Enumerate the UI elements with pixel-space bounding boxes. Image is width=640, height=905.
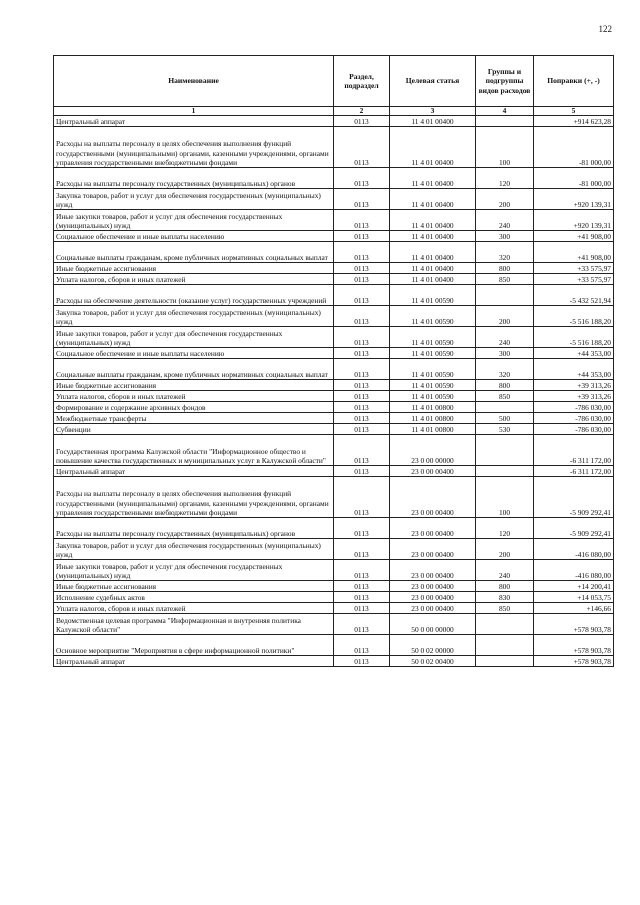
- table-row: [54, 359, 614, 380]
- row-group: 240: [476, 210, 534, 231]
- row-group: 240: [476, 327, 534, 348]
- row-section: 0113: [334, 210, 390, 231]
- row-amount: +44 353,00: [534, 359, 614, 380]
- row-group: 100: [476, 477, 534, 518]
- row-section: 0113: [334, 327, 390, 348]
- row-group: 500: [476, 413, 534, 424]
- row-name: Уплата налогов, сборов и иных платежей: [54, 274, 334, 285]
- row-section: 0113: [334, 518, 390, 539]
- row-group: 850: [476, 274, 534, 285]
- row-group: [476, 656, 534, 667]
- row-amount: -5 432 521,94: [534, 285, 614, 306]
- row-group: 530: [476, 424, 534, 435]
- row-section: 0113: [334, 359, 390, 380]
- row-group: 200: [476, 306, 534, 327]
- row-name: Центральный аппарат: [54, 466, 334, 477]
- row-section: 0113: [334, 285, 390, 306]
- row-group: 120: [476, 518, 534, 539]
- row-name: Закупка товаров, работ и услуг для обеспечения государственных (муниципальных) нужд: [54, 189, 334, 210]
- table-row: [54, 413, 614, 424]
- table-row: [54, 327, 614, 348]
- row-section: 0113: [334, 614, 390, 635]
- table-row: [54, 635, 614, 656]
- row-amount: -416 080,00: [534, 560, 614, 581]
- row-section: 0113: [334, 263, 390, 274]
- column-number: 1: [54, 107, 334, 116]
- row-target: 11 4 01 00590: [390, 348, 476, 359]
- row-name: Формирование и содержание архивных фондов: [54, 402, 334, 413]
- column-number: 2: [334, 107, 390, 116]
- row-group: [476, 402, 534, 413]
- row-group: 850: [476, 391, 534, 402]
- row-name: Иные закупки товаров, работ и услуг для обеспечения государственных (муниципальных) нужд: [54, 560, 334, 581]
- row-section: 0113: [334, 424, 390, 435]
- row-group: [476, 435, 534, 466]
- row-target: 11 4 01 00400: [390, 210, 476, 231]
- row-target: 11 4 01 00400: [390, 274, 476, 285]
- row-section: 0113: [334, 402, 390, 413]
- column-header-target: Целевая статья: [390, 56, 476, 107]
- row-amount: -5 909 292,41: [534, 477, 614, 518]
- row-group: 830: [476, 592, 534, 603]
- row-target: 11 4 01 00590: [390, 380, 476, 391]
- row-section: 0113: [334, 189, 390, 210]
- row-target: 11 4 01 00590: [390, 327, 476, 348]
- row-amount: +33 575,97: [534, 263, 614, 274]
- row-target: 23 0 00 00400: [390, 581, 476, 592]
- row-target: 50 0 00 00000: [390, 614, 476, 635]
- row-section: 0113: [334, 581, 390, 592]
- page-number: 122: [598, 24, 612, 34]
- row-group: 800: [476, 581, 534, 592]
- table-body: [54, 116, 614, 667]
- row-name: Социальное обеспечение и иные выплаты населению: [54, 348, 334, 359]
- table-row: [54, 603, 614, 614]
- row-target: 23 0 00 00000: [390, 435, 476, 466]
- row-section: 0113: [334, 635, 390, 656]
- table-row: [54, 231, 614, 242]
- row-name: Субвенции: [54, 424, 334, 435]
- row-name: Расходы на выплаты персоналу в целях обеспечения выполнения функций государственными (муниципальными) органами, казенными учреждениями, органами управления государственными внебюджетными фондами: [54, 477, 334, 518]
- table-row: [54, 477, 614, 518]
- row-name: Иные закупки товаров, работ и услуг для обеспечения государственных (муниципальных) нужд: [54, 210, 334, 231]
- table-row: [54, 168, 614, 189]
- row-group: [476, 285, 534, 306]
- row-target: 23 0 00 00400: [390, 477, 476, 518]
- table-row: [54, 539, 614, 560]
- row-target: 11 4 01 00400: [390, 263, 476, 274]
- table-row: [54, 402, 614, 413]
- row-amount: -786 030,00: [534, 402, 614, 413]
- row-group: 800: [476, 263, 534, 274]
- table-row: [54, 242, 614, 263]
- table-row: [54, 435, 614, 466]
- row-section: 0113: [334, 539, 390, 560]
- table-row: [54, 518, 614, 539]
- row-section: 0113: [334, 656, 390, 667]
- row-amount: +146,66: [534, 603, 614, 614]
- row-amount: -416 080,00: [534, 539, 614, 560]
- row-amount: -5 909 292,41: [534, 518, 614, 539]
- row-target: 11 4 01 00590: [390, 391, 476, 402]
- row-target: 23 0 00 00400: [390, 466, 476, 477]
- row-target: 11 4 01 00400: [390, 168, 476, 189]
- table-row: [54, 348, 614, 359]
- row-section: 0113: [334, 306, 390, 327]
- row-group: [476, 635, 534, 656]
- row-target: 23 0 00 00400: [390, 539, 476, 560]
- row-name: Иные закупки товаров, работ и услуг для обеспечения государственных (муниципальных) нужд: [54, 327, 334, 348]
- row-amount: +578 903,78: [534, 635, 614, 656]
- row-name: Расходы на обеспечение деятельности (оказание услуг) государственных учреждений: [54, 285, 334, 306]
- row-amount: +44 353,00: [534, 348, 614, 359]
- table-row: [54, 592, 614, 603]
- row-target: 23 0 00 00400: [390, 518, 476, 539]
- row-name: Иные бюджетные ассигнования: [54, 380, 334, 391]
- table-row: [54, 581, 614, 592]
- row-section: 0113: [334, 116, 390, 127]
- row-target: 11 4 01 00800: [390, 424, 476, 435]
- row-name: Расходы на выплаты персоналу государственных (муниципальных) органов: [54, 518, 334, 539]
- column-number: 4: [476, 107, 534, 116]
- row-group: 300: [476, 231, 534, 242]
- row-name: Закупка товаров, работ и услуг для обеспечения государственных (муниципальных) нужд: [54, 539, 334, 560]
- row-target: 11 4 01 00590: [390, 359, 476, 380]
- row-group: 100: [476, 127, 534, 168]
- row-amount: +14 053,75: [534, 592, 614, 603]
- row-amount: +14 200,41: [534, 581, 614, 592]
- row-target: 11 4 01 00400: [390, 231, 476, 242]
- row-name: Иные бюджетные ассигнования: [54, 581, 334, 592]
- row-group: 320: [476, 359, 534, 380]
- row-group: 240: [476, 560, 534, 581]
- row-group: 800: [476, 380, 534, 391]
- table-row: [54, 189, 614, 210]
- column-header-group: Группы и подгруппы видов расходов: [476, 56, 534, 107]
- row-section: 0113: [334, 477, 390, 518]
- row-section: 0113: [334, 391, 390, 402]
- table-row: [54, 380, 614, 391]
- row-section: 0113: [334, 413, 390, 424]
- row-target: 11 4 01 00400: [390, 127, 476, 168]
- row-target: 11 4 01 00800: [390, 402, 476, 413]
- table-row: [54, 116, 614, 127]
- row-section: 0113: [334, 603, 390, 614]
- row-name: Социальные выплаты гражданам, кроме публичных нормативных социальных выплат: [54, 242, 334, 263]
- row-group: [476, 614, 534, 635]
- row-group: 300: [476, 348, 534, 359]
- row-name: Закупка товаров, работ и услуг для обеспечения государственных (муниципальных) нужд: [54, 306, 334, 327]
- row-target: 50 0 02 00000: [390, 635, 476, 656]
- row-group: 200: [476, 539, 534, 560]
- row-section: 0113: [334, 274, 390, 285]
- row-target: 11 4 01 00400: [390, 116, 476, 127]
- row-amount: -6 311 172,00: [534, 435, 614, 466]
- row-name: Уплата налогов, сборов и иных платежей: [54, 603, 334, 614]
- row-section: 0113: [334, 560, 390, 581]
- row-group: [476, 116, 534, 127]
- row-amount: +41 908,00: [534, 231, 614, 242]
- table-row: [54, 391, 614, 402]
- row-name: Социальные выплаты гражданам, кроме публичных нормативных социальных выплат: [54, 359, 334, 380]
- row-name: Уплата налогов, сборов и иных платежей: [54, 391, 334, 402]
- row-section: 0113: [334, 435, 390, 466]
- row-name: Основное мероприятие "Мероприятия в сфере информационной политики": [54, 635, 334, 656]
- row-amount: +578 903,78: [534, 614, 614, 635]
- row-amount: +914 623,28: [534, 116, 614, 127]
- table-row: [54, 263, 614, 274]
- row-amount: -786 030,00: [534, 424, 614, 435]
- row-name: Государственная программа Калужской области "Информационное общество и повышение качества государственных и муниципальных услуг в Калужской области": [54, 435, 334, 466]
- table-row: [54, 656, 614, 667]
- row-name: Центральный аппарат: [54, 116, 334, 127]
- table-header-row: [54, 56, 614, 107]
- row-group: 850: [476, 603, 534, 614]
- row-target: 23 0 00 00400: [390, 560, 476, 581]
- row-section: 0113: [334, 592, 390, 603]
- budget-amendments-table: [53, 55, 614, 667]
- row-section: 0113: [334, 242, 390, 263]
- column-number: 3: [390, 107, 476, 116]
- row-target: 11 4 01 00400: [390, 242, 476, 263]
- row-name: Расходы на выплаты персоналу государственных (муниципальных) органов: [54, 168, 334, 189]
- row-amount: +39 313,26: [534, 380, 614, 391]
- row-amount: +920 139,31: [534, 210, 614, 231]
- row-target: 11 4 01 00590: [390, 306, 476, 327]
- table-row: [54, 560, 614, 581]
- row-target: 11 4 01 00800: [390, 413, 476, 424]
- row-name: Расходы на выплаты персоналу в целях обеспечения выполнения функций государственными (муниципальными) органами, казенными учреждениями, органами управления государственными внебюджетными фондами: [54, 127, 334, 168]
- row-section: 0113: [334, 127, 390, 168]
- row-amount: +41 908,00: [534, 242, 614, 263]
- row-amount: -81 000,00: [534, 168, 614, 189]
- row-target: 23 0 00 00400: [390, 592, 476, 603]
- row-section: 0113: [334, 168, 390, 189]
- row-target: 23 0 00 00400: [390, 603, 476, 614]
- table-row: [54, 274, 614, 285]
- row-name: Ведомственная целевая программа "Информационная и внутренняя политика Калужской области": [54, 614, 334, 635]
- table-row: [54, 424, 614, 435]
- row-group: 200: [476, 189, 534, 210]
- row-amount: +578 903,78: [534, 656, 614, 667]
- row-group: [476, 466, 534, 477]
- column-header-section: Раздел, подраздел: [334, 56, 390, 107]
- row-name: Центральный аппарат: [54, 656, 334, 667]
- row-section: 0113: [334, 380, 390, 391]
- row-name: Исполнение судебных актов: [54, 592, 334, 603]
- table-row: [54, 285, 614, 306]
- table-row: [54, 466, 614, 477]
- row-amount: -5 516 188,20: [534, 327, 614, 348]
- column-header-amendment: Поправки (+, -): [534, 56, 614, 107]
- row-amount: -6 311 172,00: [534, 466, 614, 477]
- row-group: 320: [476, 242, 534, 263]
- row-amount: +39 313,26: [534, 391, 614, 402]
- row-amount: -5 516 188,20: [534, 306, 614, 327]
- row-amount: +920 139,31: [534, 189, 614, 210]
- row-name: Социальное обеспечение и иные выплаты населению: [54, 231, 334, 242]
- column-number: 5: [534, 107, 614, 116]
- table-row: [54, 127, 614, 168]
- row-name: Иные бюджетные ассигнования: [54, 263, 334, 274]
- column-header-name: Наименование: [54, 56, 334, 107]
- row-target: 50 0 02 00400: [390, 656, 476, 667]
- row-section: 0113: [334, 348, 390, 359]
- row-group: 120: [476, 168, 534, 189]
- table-row: [54, 306, 614, 327]
- row-target: 11 4 01 00590: [390, 285, 476, 306]
- row-section: 0113: [334, 466, 390, 477]
- row-amount: +33 575,97: [534, 274, 614, 285]
- row-amount: -81 000,00: [534, 127, 614, 168]
- row-name: Межбюджетные трансферты: [54, 413, 334, 424]
- column-number-row: [54, 107, 614, 116]
- table-row: [54, 614, 614, 635]
- row-amount: -786 030,00: [534, 413, 614, 424]
- row-section: 0113: [334, 231, 390, 242]
- table-row: [54, 210, 614, 231]
- row-target: 11 4 01 00400: [390, 189, 476, 210]
